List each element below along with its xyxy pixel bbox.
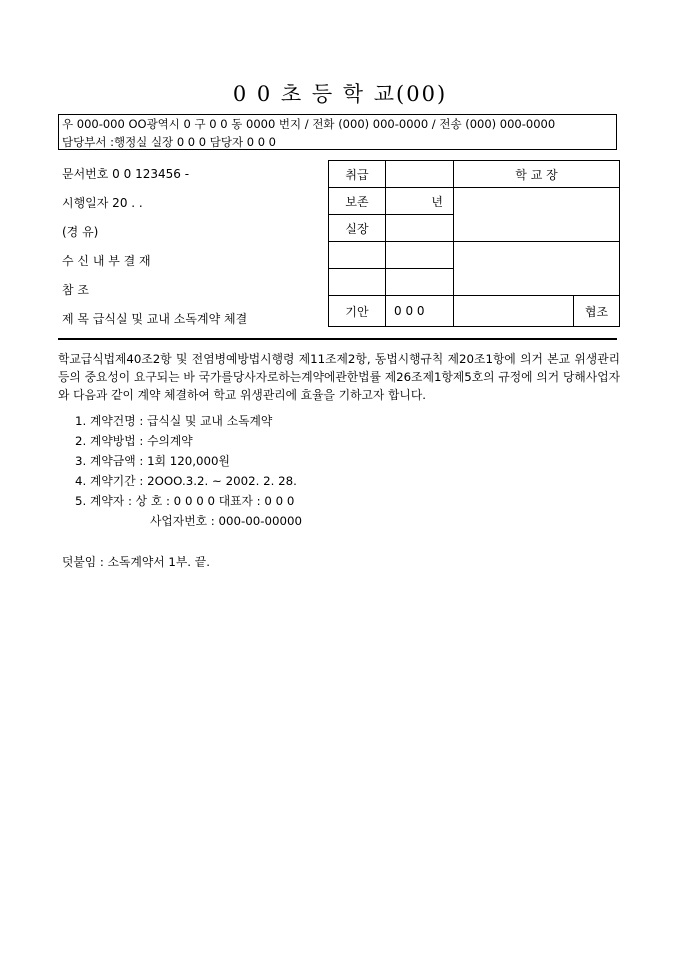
retention-year: 년 <box>386 188 454 215</box>
cooperation-area <box>454 242 620 296</box>
header-divider <box>58 338 617 340</box>
drafter-label: 기안 <box>329 296 386 327</box>
retention-label: 보존 <box>329 188 386 215</box>
list-item: 3. 계약금액 : 1회 120,000원 <box>75 454 230 468</box>
recipient-field: 수 신 내 부 결 재 <box>62 254 151 268</box>
issue-date: 시행일자 20 . . <box>62 196 143 210</box>
approval-table <box>328 160 620 327</box>
list-item: 2. 계약방법 : 수의계약 <box>75 434 193 448</box>
doc-number: 문서번호 0 0 123456 - <box>62 167 190 181</box>
cooperation-label: 협조 <box>574 296 620 327</box>
reference-field: 참 조 <box>62 283 89 297</box>
handling-label: 취급 <box>329 161 386 188</box>
drafter-name: 0 0 0 <box>386 296 454 327</box>
department-line: 담당부서 :행정실 실장 0 0 0 담당자 0 0 0 <box>62 135 276 149</box>
document-title: 0 0 초 등 학 교(00) <box>232 82 448 106</box>
principal-label: 학 교 장 <box>454 161 620 188</box>
via-field: (경 유) <box>62 225 99 239</box>
list-item: 1. 계약건명 : 급식실 및 교내 소독계약 <box>75 414 273 428</box>
body-paragraph: 학교급식법제40조2항 및 전염병예방법시행령 제11조제2항, 동법시행규칙 제20조1항에 의거 본교 위생관리등의 중요성이 요구되는 바 국가를당사자로하는계약에관한법률 제26조제1항제5호의 규정에 의거 당해사업자와 다음과 같이 계약 체결하여 학교 위생관리에 효율을 기하고자 합니다. <box>58 352 620 402</box>
business-number: 사업자번호 : 000-00-00000 <box>150 514 303 528</box>
subject-field: 제 목 급식실 및 교내 소독계약 체결 <box>62 312 248 326</box>
list-item: 4. 계약기간 : 2OOO.3.2. ~ 2002. 2. 28. <box>75 474 297 488</box>
office-head-label: 실장 <box>329 215 386 242</box>
principal-sign-area <box>454 188 620 242</box>
attachment-note: 덧붙임 : 소독계약서 1부. 끝. <box>62 555 210 569</box>
address-line: 우 000-000 OO광역시 0 구 0 0 동 0000 번지 / 전화 (000) 000-0000 / 전송 (000) 000-0000 <box>62 117 556 131</box>
list-item: 5. 계약자 : 상 호 : 0 0 0 0 대표자 : 0 0 0 <box>75 494 295 508</box>
